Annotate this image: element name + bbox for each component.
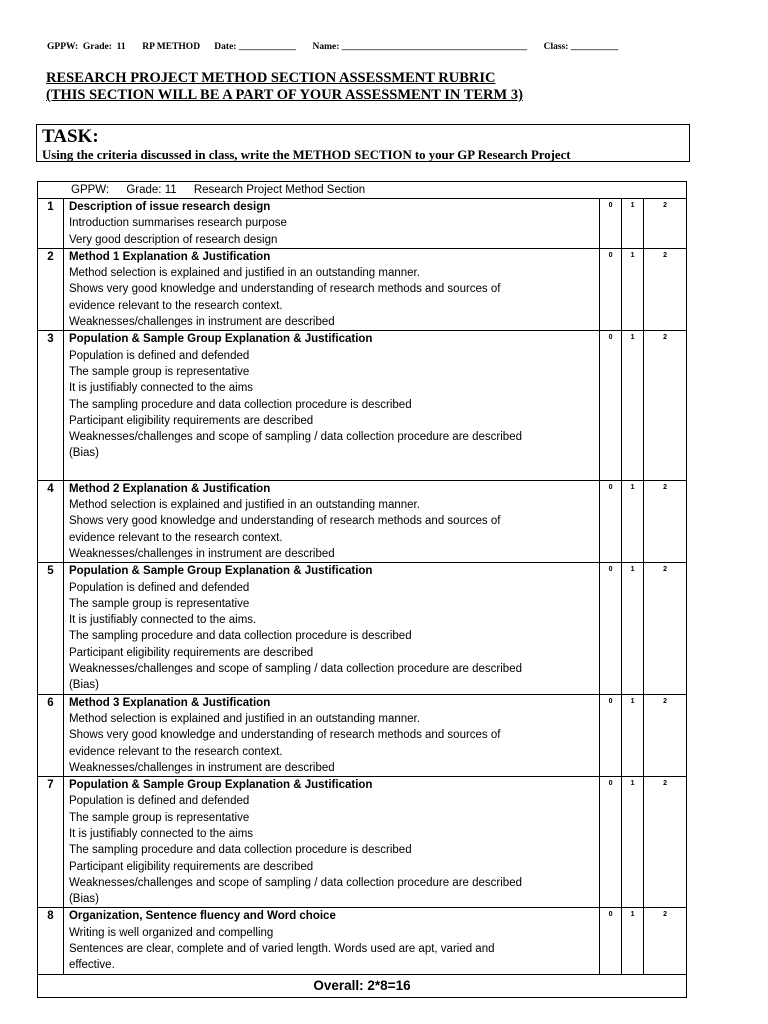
- score-cell[interactable]: 0: [600, 331, 622, 480]
- criterion-title: Method 2 Explanation & Justification: [68, 482, 271, 495]
- criterion-line: It is justifiably connected to the aims.: [68, 614, 257, 627]
- criterion-number: 6: [38, 694, 64, 776]
- worksheet-header: GPPW: Grade: 11 RP METHOD Date: ____________ Name: _______________________________________ Class: __________: [47, 42, 619, 52]
- criterion-line: Sentences are clear, complete and of varied length. Words used are apt, varied and: [68, 943, 495, 956]
- criterion-row: [38, 331, 687, 480]
- criterion-row: [38, 480, 687, 562]
- criterion-line: It is justifiably connected to the aims: [68, 827, 254, 840]
- criterion-line: Population is defined and defended: [68, 795, 250, 808]
- criterion-line: Shows very good knowledge and understanding of research methods and sources of: [68, 283, 501, 296]
- criterion-line: evidence relevant to the research context.: [68, 531, 283, 544]
- score-cell[interactable]: 1: [622, 908, 644, 974]
- criterion-line: Weaknesses/challenges and scope of sampling / data collection procedure are described: [68, 431, 522, 444]
- criterion-title: Description of issue research design: [68, 201, 271, 213]
- rubric-caption-row: [38, 182, 687, 199]
- criterion-line: The sampling procedure and data collection procedure is described: [68, 398, 412, 411]
- criterion-line: Participant eligibility requirements are described: [68, 414, 314, 427]
- score-cell[interactable]: 1: [622, 694, 644, 776]
- caption-part: GPPW:: [71, 184, 110, 196]
- criterion-line: Weaknesses/challenges in instrument are described: [68, 547, 335, 560]
- criterion-line: Weaknesses/challenges in instrument are described: [68, 761, 335, 774]
- criterion-number: 8: [38, 908, 64, 974]
- score-cell[interactable]: 2: [644, 480, 687, 562]
- criterion-line: The sample group is representative: [68, 597, 250, 610]
- score-cell[interactable]: 0: [600, 908, 622, 974]
- score-cell[interactable]: 2: [644, 248, 687, 330]
- criterion-line: Weaknesses/challenges in instrument are described: [68, 316, 335, 329]
- score-cell[interactable]: 0: [600, 248, 622, 330]
- criterion-line: It is justifiably connected to the aims: [68, 382, 254, 395]
- criterion-line: Participant eligibility requirements are described: [68, 860, 314, 873]
- overall-row: [38, 974, 687, 997]
- score-cell[interactable]: 0: [600, 694, 622, 776]
- criterion-description: [63, 331, 599, 480]
- score-cell[interactable]: 0: [600, 480, 622, 562]
- criterion-number: 2: [38, 248, 64, 330]
- criterion-description: [63, 480, 599, 562]
- criterion-line: evidence relevant to the research context.: [68, 745, 283, 758]
- rubric-caption: [38, 182, 687, 199]
- criterion-line: The sample group is representative: [68, 365, 250, 378]
- criterion-line: Population is defined and defended: [68, 349, 250, 362]
- task-box: [36, 124, 690, 162]
- criterion-row: [38, 777, 687, 908]
- score-cell[interactable]: 2: [644, 331, 687, 480]
- score-cell[interactable]: 2: [644, 694, 687, 776]
- criterion-row: [38, 248, 687, 330]
- criterion-row: [38, 694, 687, 776]
- criterion-description: [63, 694, 599, 776]
- criterion-line: Writing is well organized and compelling: [68, 926, 274, 939]
- rubric-title: [46, 70, 523, 104]
- score-cell[interactable]: 1: [622, 331, 644, 480]
- caption-part: Research Project Method Section: [193, 184, 366, 196]
- score-cell[interactable]: 2: [644, 199, 687, 249]
- criterion-row: [38, 199, 687, 249]
- title-line-1: RESEARCH PROJECT METHOD SECTION ASSESSMENT RUBRIC: [46, 70, 496, 86]
- score-cell[interactable]: 1: [622, 480, 644, 562]
- criterion-number: 4: [38, 480, 64, 562]
- criterion-line: Weaknesses/challenges and scope of sampling / data collection procedure are described: [68, 876, 522, 889]
- caption-part: Grade: 11: [126, 184, 177, 196]
- criterion-line: Method selection is explained and justified in an outstanding manner.: [68, 267, 420, 280]
- criterion-line: Population is defined and defended: [68, 581, 250, 594]
- criterion-title: Method 1 Explanation & Justification: [68, 250, 271, 263]
- task-text: Using the criteria discussed in class, write the METHOD SECTION to your GP Research Project: [42, 148, 571, 162]
- criterion-description: [63, 777, 599, 908]
- score-cell[interactable]: 2: [644, 563, 687, 694]
- criterion-title: Population & Sample Group Explanation & Justification: [68, 779, 373, 792]
- criterion-line: effective.: [68, 959, 115, 972]
- criterion-description: [63, 908, 599, 974]
- criterion-line: Method selection is explained and justified in an outstanding manner.: [68, 499, 420, 512]
- score-cell[interactable]: 1: [622, 777, 644, 908]
- criterion-row: [38, 908, 687, 974]
- criterion-line: Weaknesses/challenges and scope of sampling / data collection procedure are described: [68, 663, 522, 676]
- criterion-row: [38, 563, 687, 694]
- criterion-number: 7: [38, 777, 64, 908]
- criterion-line: Shows very good knowledge and understanding of research methods and sources of: [68, 515, 501, 528]
- criterion-description: [63, 199, 599, 249]
- criterion-title: Organization, Sentence fluency and Word choice: [68, 910, 336, 923]
- criterion-description: [63, 248, 599, 330]
- score-cell[interactable]: 2: [644, 777, 687, 908]
- score-cell[interactable]: 1: [622, 248, 644, 330]
- rubric-table: [37, 181, 687, 998]
- criterion-number: 5: [38, 563, 64, 694]
- criterion-number: 3: [38, 331, 64, 480]
- criterion-line: Method selection is explained and justified in an outstanding manner.: [68, 712, 420, 725]
- criterion-line: Introduction summarises research purpose: [68, 217, 287, 230]
- score-cell[interactable]: 1: [622, 563, 644, 694]
- criterion-title: Population & Sample Group Explanation & Justification: [68, 565, 373, 578]
- criterion-description: [63, 563, 599, 694]
- criterion-number: 1: [38, 199, 64, 249]
- criterion-line: Shows very good knowledge and understanding of research methods and sources of: [68, 729, 501, 742]
- score-cell[interactable]: 0: [600, 777, 622, 908]
- score-cell[interactable]: 1: [622, 199, 644, 249]
- criterion-line: The sample group is representative: [68, 811, 250, 824]
- task-heading: TASK:: [42, 126, 99, 147]
- criterion-line: Very good description of research design: [68, 233, 278, 246]
- criterion-line: The sampling procedure and data collection procedure is described: [68, 630, 412, 643]
- title-line-2: (THIS SECTION WILL BE A PART OF YOUR ASSESSMENT IN TERM 3): [46, 87, 523, 103]
- criterion-line: evidence relevant to the research context.: [68, 299, 283, 312]
- score-cell[interactable]: 0: [600, 199, 622, 249]
- score-cell[interactable]: 2: [644, 908, 687, 974]
- overall-total: Overall: 2*8=16: [38, 974, 687, 997]
- criterion-line: (Bias): [68, 679, 99, 692]
- criterion-line: Participant eligibility requirements are described: [68, 646, 314, 659]
- criterion-line: (Bias): [68, 893, 99, 906]
- criterion-title: Method 3 Explanation & Justification: [68, 696, 271, 709]
- criterion-line: (Bias): [68, 447, 99, 460]
- criterion-title: Population & Sample Group Explanation & Justification: [68, 333, 373, 346]
- score-cell[interactable]: 0: [600, 563, 622, 694]
- criterion-line: The sampling procedure and data collection procedure is described: [68, 844, 412, 857]
